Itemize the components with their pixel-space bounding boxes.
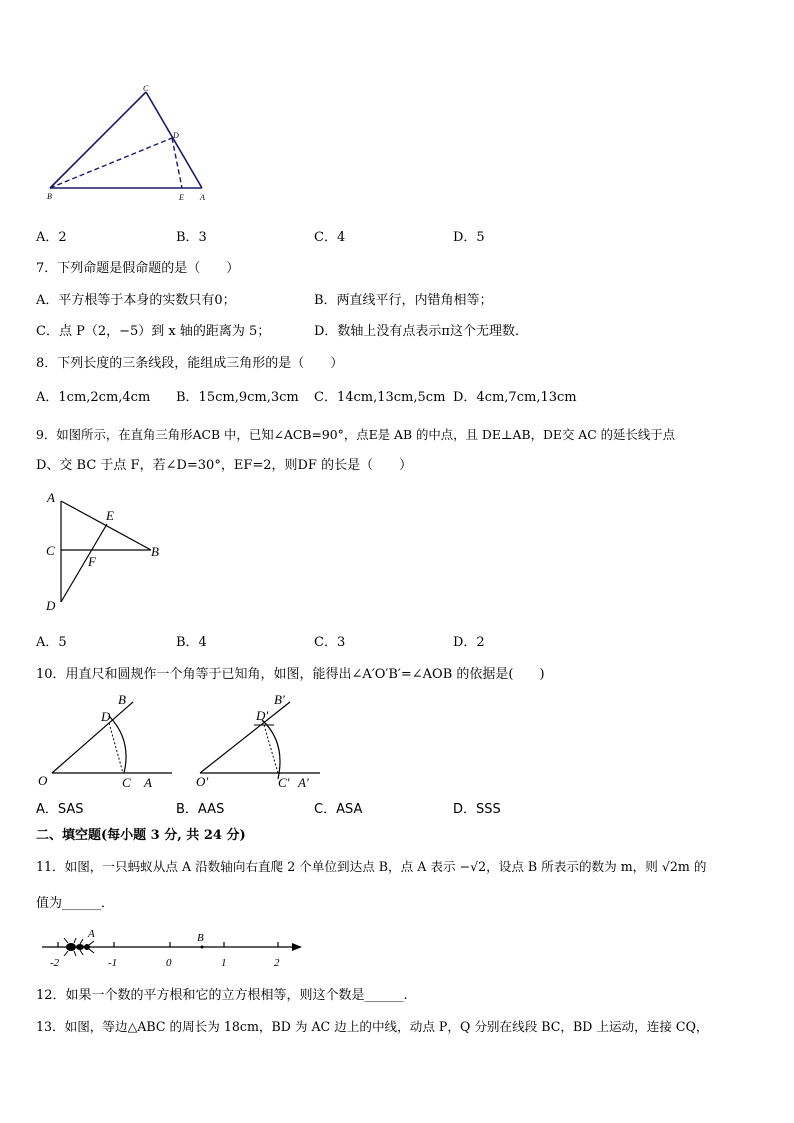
q11-point-a-label: A [88, 928, 95, 940]
q10-right-label-a: A′ [298, 775, 309, 790]
q7-option-d: D．数轴上没有点表示π这个无理数． [314, 324, 528, 339]
q6-option-a: A．2 [36, 230, 67, 245]
q6-option-c: C．4 [314, 230, 346, 245]
q10-option-b: B．AAS [176, 802, 225, 817]
q9-option-b: B．4 [176, 635, 207, 650]
q10-right-label-o: O′ [196, 774, 209, 789]
q10-left-label-a: A [144, 775, 152, 790]
q9-label-c: C [46, 543, 55, 558]
q10-construction-figure [34, 690, 334, 794]
q10-right-label-b: B′ [274, 692, 285, 707]
q6-label-c: C [143, 84, 149, 93]
q10-option-d: D．SSS [453, 802, 501, 817]
q9-label-a: A [47, 490, 55, 505]
q8-option-c: C．14cm,13cm,5cm [314, 390, 446, 405]
q9-stem-line2: D、交 BC 于点 F，若∠D=30°，EF=2，则DF 的长是（ ） [36, 458, 413, 473]
ant-icon [64, 938, 94, 956]
q6-label-a: A [200, 193, 205, 202]
q6-label-d: D [173, 131, 179, 140]
q7-option-a: A．平方根等于本身的实数只有0； [36, 293, 236, 308]
q11-stem-line2: 值为______． [36, 896, 115, 911]
q11-tick-neg1: -1 [108, 957, 118, 969]
q11-number-line [38, 928, 308, 974]
q11-tick-neg2: -2 [50, 957, 60, 969]
q8-stem: 8．下列长度的三条线段，能组成三角形的是（ ） [36, 356, 344, 371]
q10-right-label-d: D′ [256, 708, 269, 723]
q11-tick-0: 0 [166, 957, 172, 969]
q8-option-d: D．4cm,7cm,13cm [453, 390, 577, 405]
q9-option-d: D．2 [453, 635, 485, 650]
q10-option-c: C．ASA [314, 802, 363, 817]
q9-label-f: F [88, 554, 96, 569]
q10-left-label-d: D [101, 709, 111, 724]
q10-left-label-b: B [118, 692, 126, 707]
q9-label-d: D [46, 598, 56, 613]
q9-stem-line1: 9．如图所示，在直角三角形ACB 中，已知∠ACB=90°，点E是 AB 的中点，且 DE⊥AB，DE交 AC 的延长线于点 [36, 427, 676, 442]
q8-option-b: B．15cm,9cm,3cm [176, 390, 299, 405]
section2-title: 二、填空题(每小题 3 分, 共 24 分) [36, 828, 246, 843]
q7-stem: 7．下列命题是假命题的是（ ） [36, 261, 240, 276]
q9-right-triangle-figure [40, 488, 170, 616]
q12-stem: 12．如果一个数的平方根和它的立方根相等，则这个数是______. [36, 988, 408, 1003]
q6-label-e: E [179, 193, 184, 202]
q9-option-a: A．5 [36, 635, 67, 650]
q6-label-b: B [47, 192, 52, 201]
q6-option-d: D．5 [453, 230, 485, 245]
q10-left-label-c: C [122, 775, 131, 790]
q7-option-b: B．两直线平行，内错角相等； [314, 293, 493, 308]
q9-option-c: C．3 [314, 635, 346, 650]
q10-stem: 10．用直尺和圆规作一个角等于已知角，如图，能得出∠A′O′B′=∠AOB 的依据是( ) [36, 667, 545, 682]
q11-tick-1: 1 [221, 957, 227, 969]
q11-tick-2: 2 [274, 957, 280, 969]
q11-stem-line1: 11．如图，一只蚂蚁从点 A 沿数轴向右直爬 2 个单位到达点 B，点 A 表示 −√2，设点 B 所表示的数为 m，则 √2m 的 [36, 859, 707, 874]
q9-label-b: B [151, 544, 159, 559]
q13-stem: 13．如图，等边△ABC 的周长为 18cm，BD 为 AC 边上的中线，动点 P，Q 分别在线段 BC，BD 上运动，连接 CQ， [36, 1019, 709, 1034]
q9-label-e: E [106, 508, 114, 523]
q11-point-b-label: B [197, 932, 204, 944]
q8-option-a: A．1cm,2cm,4cm [36, 390, 151, 405]
q6-triangle-figure [40, 80, 220, 205]
q6-option-b: B．3 [176, 230, 207, 245]
q10-left-label-o: O [38, 773, 48, 788]
q10-option-a: A．SAS [36, 802, 84, 817]
q7-option-c: C．点 P（2，−5）到 x 轴的距离为 5； [36, 324, 271, 339]
q10-right-label-c: C′ [278, 775, 290, 790]
